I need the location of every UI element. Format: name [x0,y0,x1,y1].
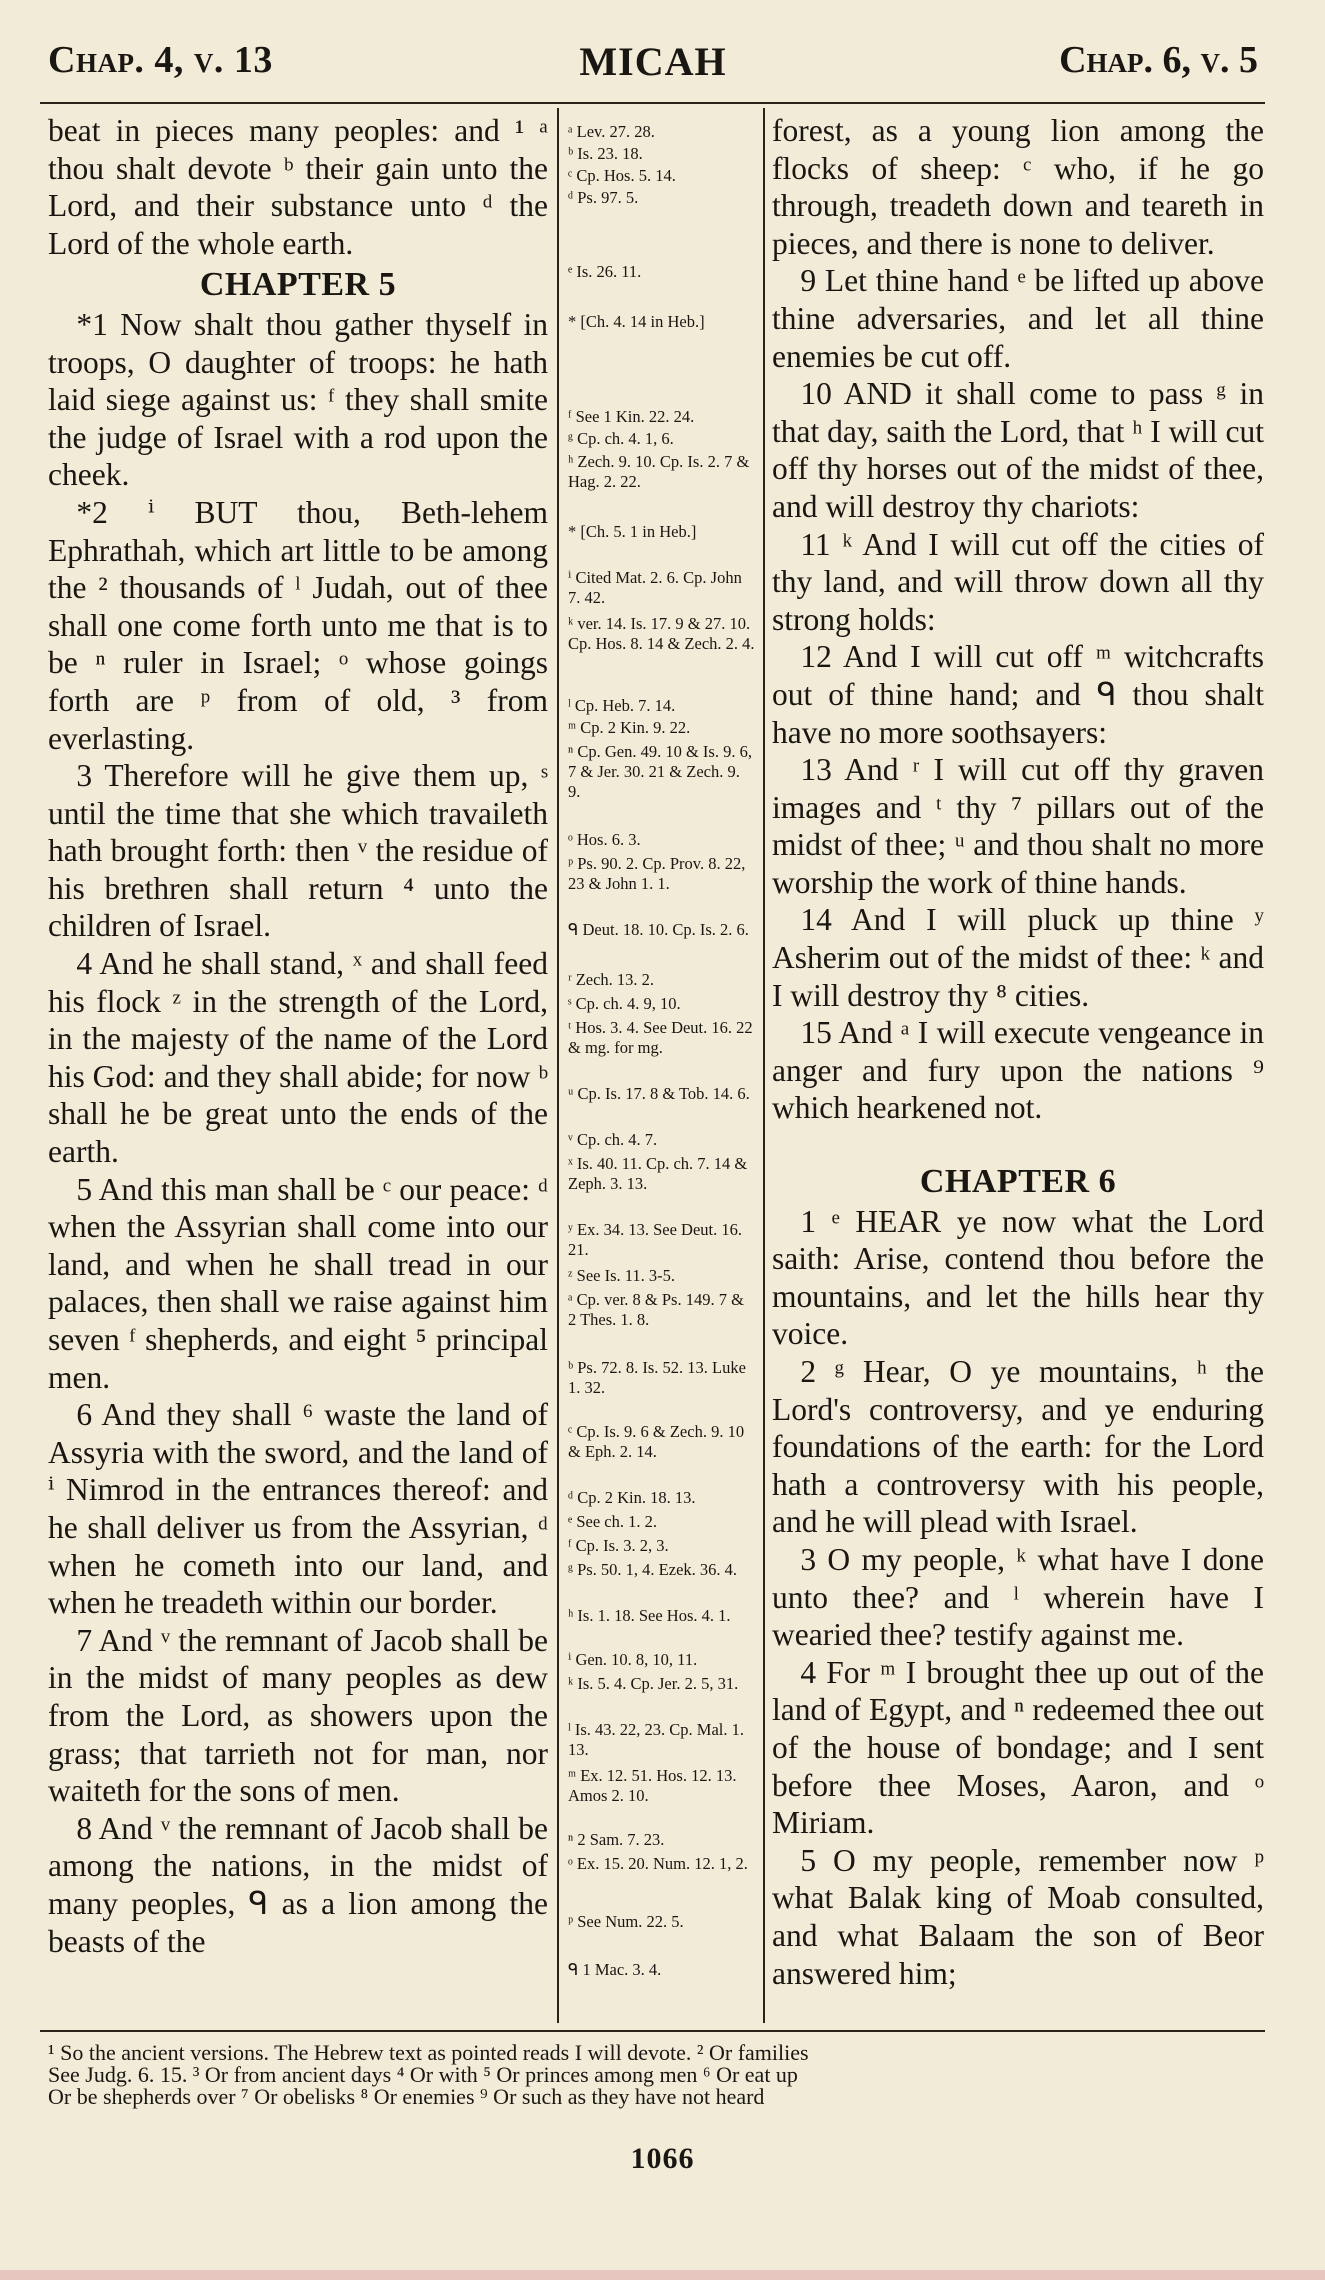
margin-ref: ʰ Zech. 9. 10. Cp. Is. 2. 7 & Hag. 2. 22. [568,452,750,491]
left-text-column [48,112,548,1960]
chapter-5-heading: CHAPTER 5 [199,266,397,304]
margin-ref: ᵐ Ex. 12. 51. Hos. 12. 13. Amos 2. 10. [568,1766,737,1805]
margin-ref: ᵗ Hos. 3. 4. See Deut. 16. 22 & mg. for mg. [568,1018,753,1057]
margin-ref: ˡ Cp. Heb. 7. 14. [568,696,676,715]
margin-ref: ᵇ Is. 23. 18. [568,144,643,163]
verse-6-3: 3 O my people, ᵏ what have I done unto thee? and ˡ wherein have I wearied thee? testify against me. [772,1541,1264,1653]
footnote-rule [40,2030,1265,2032]
chapter-6-heading: CHAPTER 6 [919,1163,1117,1201]
margin-ref: ᵉ See ch. 1. 2. [568,1512,658,1531]
margin-ref: ᵘ Cp. Is. 17. 8 & Tob. 14. 6. [568,1084,750,1103]
verse-5-4: 4 And he shall stand, ˣ and shall feed his flock ᶻ in the strength of the Lord, in the majesty of the name of the Lord his God: and they shall abide; for now ᵇ shall he be great unto the ends of the earth. [48,946,548,1170]
margin-ref: ᶠ Cp. Is. 3. 2, 3. [568,1536,669,1555]
margin-ref: ˢ Cp. ch. 4. 9, 10. [568,994,681,1013]
margin-ref: ᶜ Cp. Hos. 5. 14. [568,166,676,185]
header-right: Chap. 6, v. 5 [1059,39,1258,81]
verse-5-8-cont: forest, as a young lion among the flocks of sheep: ᶜ who, if he go through, treadeth down and teareth in pieces, and there is none to deliver. [772,113,1264,261]
verse-5-11: 11 ᵏ And I will cut off the cities of thy land, and will throw down all thy strong holds: [772,526,1264,637]
verse-5-6: 6 And they shall ⁶ waste the land of Assyria with the sword, and the land of ⁱ Nimrod in the entrances thereof: and he shall deliver us from the Assyrian, ᵈ when he cometh into our land, and when he treadeth within our border. [48,1397,548,1621]
margin-ref: ⁿ Cp. Gen. 49. 10 & Is. 9. 6, 7 & Jer. 30. 21 & Zech. 9. 9. [568,742,752,801]
margin-ref: ᵇ Ps. 72. 8. Is. 52. 13. Luke 1. 32. [568,1358,746,1397]
verse-5-7: 7 And ᵛ the remnant of Jacob shall be in the midst of many peoples as dew from the Lord, as showers upon the grass; that tarrieth not for man, nor waiteth for the sons of men. [48,1622,548,1809]
verse-5-9: 9 Let thine hand ᵉ be lifted up above thine adversaries, and let all thine enemies be cut off. [772,263,1264,374]
header-left: Chap. 4, v. 13 [48,39,273,81]
header-rule [40,102,1265,104]
running-header [48,38,1258,98]
column-divider-left [557,108,559,2023]
verse-5-15: 15 And ᵃ I will execute vengeance in anger and fury upon the nations ⁹ which hearkened not. [772,1015,1264,1126]
margin-ref: ᵒ Hos. 6. 3. [568,830,641,849]
margin-ref: ᑫ 1 Mac. 3. 4. [568,1960,662,1979]
margin-ref: * [Ch. 5. 1 in Heb.] [568,522,697,541]
margin-ref: ᶠ See 1 Kin. 22. 24. [568,407,695,426]
margin-ref: ᵃ Cp. ver. 8 & Ps. 149. 7 & 2 Thes. 1. 8. [568,1290,744,1329]
column-divider-right [763,108,765,2023]
margin-ref: ʰ Is. 1. 18. See Hos. 4. 1. [568,1606,731,1625]
margin-ref: ⁱ Cited Mat. 2. 6. Cp. John 7. 42. [568,568,742,607]
margin-ref: ᑫ Deut. 18. 10. Cp. Is. 2. 6. [568,920,749,939]
margin-ref: ᵖ Ps. 90. 2. Cp. Prov. 8. 22, 23 & John 1. 1. [568,854,746,893]
margin-ref: ᶻ See Is. 11. 3-5. [568,1266,676,1285]
verse-6-1: 1 ᵉ HEAR ye now what the Lord saith: Arise, contend thou before the mountains, and let the hills hear thy voice. [772,1203,1264,1352]
margin-ref: ᵏ ver. 14. Is. 17. 9 & 27. 10. Cp. Hos. 8. 14 & Zech. 2. 4. [568,614,755,653]
margin-ref: ᵃ Lev. 27. 28. [568,122,655,141]
margin-ref: ᵈ Ps. 97. 5. [568,188,639,207]
verse-6-2: 2 ᵍ Hear, O ye mountains, ʰ the Lord's controversy, and ye enduring foundations of the earth: for the Lord hath a controversy with his people, and he will plead with Israel. [772,1354,1264,1540]
verse-5-5: 5 And this man shall be ᶜ our peace: ᵈ when the Assyrian shall come into our land, and when he shall tread in our palaces, then shall we raise against him seven ᶠ shepherds, and eight ⁵ principal men. [48,1171,548,1395]
header-book-title: MICAH [579,39,727,84]
margin-ref: ʸ Ex. 34. 13. See Deut. 16. 21. [568,1220,742,1259]
verse-5-8: 8 And ᵛ the remnant of Jacob shall be among the nations, in the midst of many peoples, ᑫ as a lion among the beasts of the [48,1810,548,1959]
margin-ref: ᵉ Is. 26. 11. [568,262,642,281]
margin-ref: ᵏ Is. 5. 4. Cp. Jer. 2. 5, 31. [568,1674,739,1693]
margin-ref: * [Ch. 4. 14 in Heb.] [568,312,705,331]
verse-4-13-cont: beat in pieces many peoples: and ¹ ᵃ thou shalt devote ᵇ their gain unto the Lord, and their substance unto ᵈ the Lord of the whole earth. [48,113,548,261]
margin-ref: ᵍ Cp. ch. 4. 1, 6. [568,429,674,448]
margin-ref: ᵖ See Num. 22. 5. [568,1912,684,1931]
footnote-line: See Judg. 6. 15. ³ Or from ancient days ⁴ Or with ⁵ Or princes among men ⁶ Or eat up [48,2062,798,2087]
verse-5-13: 13 And ʳ I will cut off thy graven images and ᵗ thy ⁷ pillars out of the midst of thee; ᵘ and thou shalt no more worship the work of thine hands. [772,752,1264,900]
verse-5-12: 12 And I will cut off ᵐ witchcrafts out of thine hand; and ᑫ thou shalt have no more soothsayers: [772,639,1264,750]
page-number: 1066 [630,2142,695,2175]
right-text-column [772,112,1264,1992]
margin-ref: ᶜ Cp. Is. 9. 6 & Zech. 9. 10 & Eph. 2. 14. [568,1422,745,1461]
margin-ref: ᵒ Ex. 15. 20. Num. 12. 1, 2. [568,1854,748,1873]
margin-ref: ʳ Zech. 13. 2. [568,970,655,989]
footnote-line: Or be shepherds over ⁷ Or obelisks ⁸ Or enemies ⁹ Or such as they have not heard [48,2084,765,2109]
margin-ref: ᵍ Ps. 50. 1, 4. Ezek. 36. 4. [568,1560,738,1579]
verse-5-14: 14 And I will pluck up thine ʸ Asherim out of the midst of thee: ᵏ and I will destroy thy ⁸ cities. [772,902,1264,1013]
margin-ref: ᵈ Cp. 2 Kin. 18. 13. [568,1488,696,1507]
verse-5-10: 10 AND it shall come to pass ᵍ in that day, saith the Lord, that ʰ I will cut off thy horses out of the midst of thee, and will destroy thy chariots: [772,376,1264,524]
margin-ref: ˣ Is. 40. 11. Cp. ch. 7. 14 & Zeph. 3. 13. [568,1154,748,1193]
margin-ref: ᵐ Cp. 2 Kin. 9. 22. [568,718,691,737]
margin-ref: ˡ Is. 43. 22, 23. Cp. Mal. 1. 13. [568,1720,744,1759]
margin-ref: ⁱ Gen. 10. 8, 10, 11. [568,1650,698,1669]
footnotes [48,2042,1263,2108]
verse-5-3: 3 Therefore will he give them up, ˢ until the time that she which travaileth hath brought forth: then ᵛ the residue of his brethren shall return ⁴ unto the children of Israel. [48,758,548,944]
footnote-line: ¹ So the ancient versions. The Hebrew text as pointed reads I will devote. ² Or families [48,2040,809,2065]
verse-5-2: *2 ⁱ BUT thou, Beth-lehem Ephrathah, which art little to be among the ² thousands of ˡ Judah, out of thee shall one come forth unto me that is to be ⁿ ruler in Israel; ᵒ whose goings forth are ᵖ from of old, ³ from everlasting. [48,494,548,756]
margin-ref: ᵛ Cp. ch. 4. 7. [568,1130,658,1149]
verse-6-4: 4 For ᵐ I brought thee up out of the land of Egypt, and ⁿ redeemed thee out of the house of bondage; and I sent before thee Moses, Aaron, and ᵒ Miriam. [772,1654,1264,1841]
verse-6-5: 5 O my people, remember now ᵖ what Balak king of Moab consulted, and what Balaam the son of Beor answered him; [772,1842,1264,1991]
margin-ref: ⁿ 2 Sam. 7. 23. [568,1830,665,1849]
verse-5-1: *1 Now shalt thou gather thyself in troops, O daughter of troops: he hath laid siege against us: ᶠ they shall smite the judge of Israel with a rod upon the cheek. [48,306,548,493]
page-edge [0,2270,1325,2280]
